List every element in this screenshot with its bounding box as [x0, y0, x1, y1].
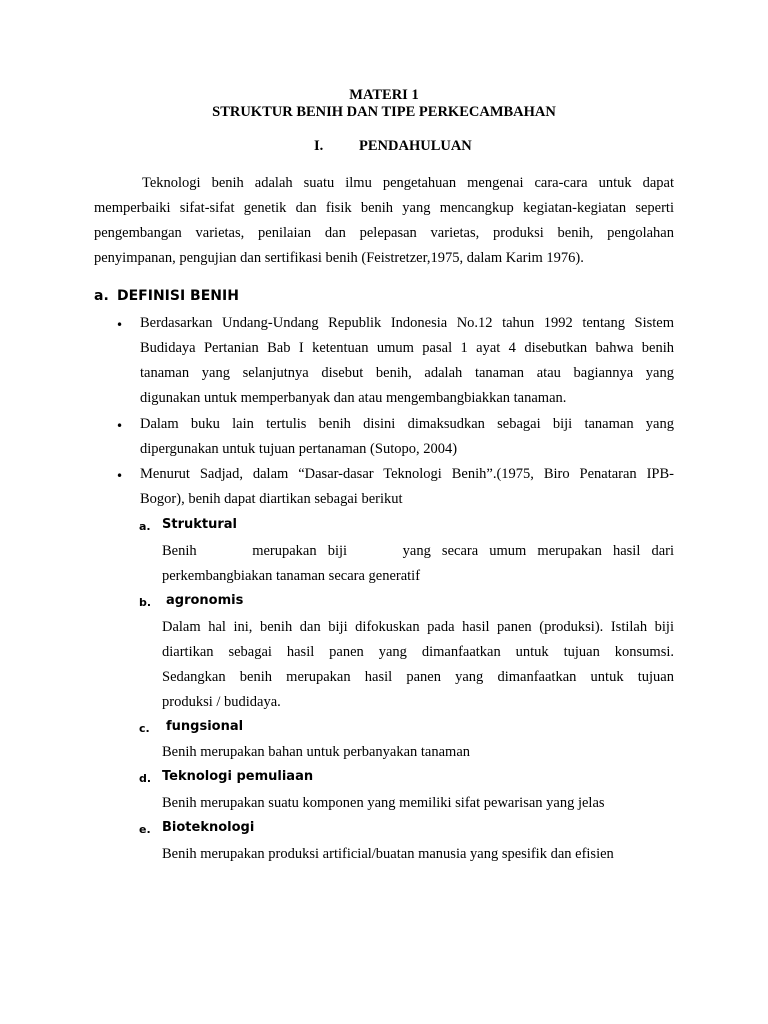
subitem-line: Benih merupakan biji yang secara umum merupakan hasil dari — [162, 543, 674, 559]
subitem-line: diartikan sebagai hasil panen yang dimanfaatkan untuk tujuan konsumsi. — [162, 644, 674, 660]
intro-line: Teknologi benih adalah suatu ilmu pengetahuan mengenai cara-cara untuk dapat — [142, 175, 674, 191]
bullet-line: Bogor), benih dapat diartikan sebagai berikut — [140, 491, 403, 507]
bullet-icon: • — [116, 419, 124, 433]
bullet-line: Dalam buku lain tertulis benih disini dimaksudkan sebagai biji tanaman yang — [140, 416, 674, 432]
bullet-line: digunakan untuk memperbanyak dan atau mengembangbiakkan tanaman. — [140, 390, 567, 406]
bullet-line: Berdasarkan Undang-Undang Republik Indonesia No.12 tahun 1992 tentang Sistem — [140, 315, 674, 331]
section-title: PENDAHULUAN — [359, 138, 472, 154]
material-number: MATERI 1 — [349, 87, 419, 103]
bullet-icon: • — [116, 318, 124, 332]
subitem-title: Teknologi pemuliaan — [162, 769, 314, 784]
bullet-line: dipergunakan untuk tujuan pertanaman (Sutopo, 2004) — [140, 441, 458, 457]
subitem-title: fungsional — [166, 719, 244, 734]
bullet-icon: • — [116, 469, 124, 483]
subitem-line: perkembangbiakan tanaman secara generatif — [162, 568, 421, 584]
subitem-line: Benih merupakan suatu komponen yang memiliki sifat pewarisan yang jelas — [162, 795, 605, 811]
intro-line: memperbaiki sifat-sifat genetik dan fisik benih yang mencangkup kegiatan-kegiatan seperti — [94, 200, 674, 216]
intro-line: penyimpanan, pengujian dan sertifikasi benih (Feistretzer,1975, dalam Karim 1976). — [94, 250, 584, 266]
subitem-title: agronomis — [166, 593, 244, 608]
subitem-label: e. — [139, 823, 151, 836]
subitem-line: Benih merupakan bahan untuk perbanyakan tanaman — [162, 744, 471, 760]
definisi-title: DEFINISI BENIH — [117, 288, 239, 304]
subitem-line: produksi / budidaya. — [162, 694, 281, 710]
subitem-label: d. — [139, 772, 152, 785]
document-title: STRUKTUR BENIH DAN TIPE PERKECAMBAHAN — [212, 104, 556, 120]
definisi-label: a. — [94, 288, 109, 304]
intro-line: pengembangan varietas, penilaian dan pelepasan varietas, produksi benih, pengolahan — [94, 225, 674, 241]
subitem-line: Dalam hal ini, benih dan biji difokuskan pada hasil panen (produksi). Istilah biji — [162, 619, 674, 635]
subitem-title: Bioteknologi — [162, 820, 255, 835]
section-number: I. — [314, 138, 324, 154]
subitem-label: c. — [139, 722, 150, 735]
subitem-title: Struktural — [162, 517, 237, 532]
bullet-line: Menurut Sadjad, dalam “Dasar-dasar Teknologi Benih”.(1975, Biro Penataran IPB- — [140, 466, 674, 482]
subitem-label: a. — [139, 520, 151, 533]
bullet-line: tanaman yang selanjutnya disebut benih, adalah tanaman atau bagiannya yang — [140, 365, 674, 381]
bullet-line: Budidaya Pertanian Bab I ketentuan umum pasal 1 ayat 4 disebutkan bahwa benih — [140, 340, 674, 356]
subitem-line: Benih merupakan produksi artificial/buatan manusia yang spesifik dan efisien — [162, 846, 614, 862]
subitem-label: b. — [139, 596, 152, 609]
subitem-line: Sedangkan benih merupakan hasil panen yang dimanfaatkan untuk tujuan — [162, 669, 674, 685]
